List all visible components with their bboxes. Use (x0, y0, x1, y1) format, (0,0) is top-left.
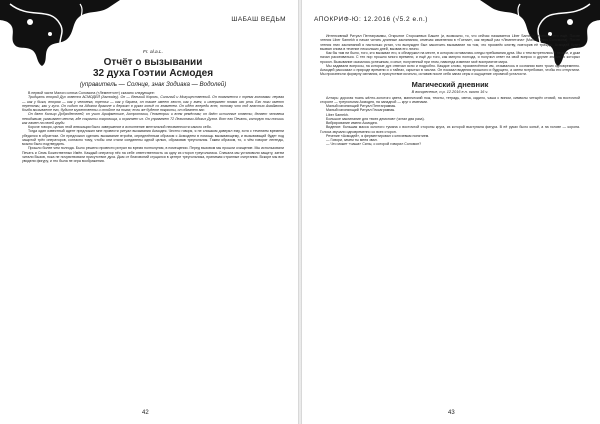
running-head: АПОКРИФ-Ю: 12.2016 (√5.2 e.n.) (314, 16, 428, 23)
diary-paragraph: Алтарь: дорогая ткань жёлто-золотого цвета, магический нож, тексты, тетрадь, свеча, кадило, чаша с вином, символы четырёх стихий, на восточной стороне — треугольник Асмодея, на западной — круг с именами. (320, 95, 580, 104)
left-page (0, 0, 298, 424)
quote-paragraph: Тридцать второй Дух зовется АСМОДЕЙ (Asmoday). Он — Великий Король, Сильный и Могущественный. Он появляется с тремя головами: первая — как у быка, вторая — как у человека, третья — как у барана, он также имеет хвост, как у змея, и извергает пламя изо рта. Его ноги имеют перепонки, как у гуся. Он сидит на Адском драконе и держит в руках копьё со знаменем. Он идёт впереди всех, потому что под властью Амаймона. Когда вызываете его, будьте мужественны и стойте на ногах; если же будете покрыты, он обманет вас. (22, 95, 284, 112)
author-byline: Fr. al.a.L. (142, 50, 164, 55)
paragraph: В первой части Малого ключа Соломона («Лемегетон») сказано следующее: (28, 91, 155, 95)
diary-date: В воскресенье, п.р. 12.2016 е.н. около 16 ч. (411, 89, 489, 94)
article-title (22, 57, 284, 79)
page-number: 42 (142, 410, 149, 416)
title-line: 32 духа Гоэтии Асмодея (92, 68, 214, 79)
article (22, 50, 284, 163)
diary-paragraph: Вибрирование имени Асмодея. (326, 121, 378, 125)
title-line: Отчёт о вызывании (103, 57, 203, 68)
section-heading: Магический дневник (411, 79, 489, 89)
quote-paragraph: Он дает Кольцо Добродетелей; он учит Арифметике, Астрономии, Геометрии и всем ремёслам; он даёт истинные ответы; делает человека невидимым; указывает места, где сокрыты сокровища, и охраняет их. Он управляет 72 Легионами Адских Духов. Вот его Печать, которую ты носишь как ламен на своей груди. (22, 112, 284, 125)
diary-paragraph: Liber Samekh. (326, 112, 349, 117)
paragraph: Тогда один известный адепт предложил мне провести ритуал вызывания Асмодея. Честно говоря, я не слишком доверял ему, хотя с течением времени убедился в обратном. Он предложил сделать вызывание втроём, определённым образом с Асмодеем в помощь вызывающему, и вызывающий будет под защитой трёх операторов, согласно тому, чтобы они стали соединены одной целью, образовав треугольник. Таким образом, то, о чём говорят легенды, можно было подтвердить. (22, 129, 284, 146)
paragraph: Мы задавали вопросы, на которые дух отвечал ясно и подробно. Каждое слово, произнесённое им, отзывалось в сознании всех троих одновременно. Асмодей рассказал о природе времени и о тайнах, скрытых в числах. Он показал видения прошлого и будущего, а затем потребовал, чтобы его отпустили. Мы произнесли формулу изгнания, и присутствие исчезло, оставив после себя запах серы и ощущение огромной усталости. (320, 63, 580, 77)
article-continued (320, 34, 580, 147)
paragraph: Как бы там ни было, того, кто вызывал его, я обнаружил на месте, в котором оставались следы пребывания духа. Мы с тем встретились у печати, и дым начал рассеиваться. С тех пор прошло много времени, и ещё до того, как минуло полгода, я получил ответ на свой вопрос и другие знания, о которых просил. Вызывание оказалось успешным, и опыт, полученный при этом, навсегда изменил моё восприятие мира. (320, 51, 580, 64)
diary-paragraph: — Что может «чаша» Силы, о которой говорил Соломон? (326, 142, 422, 147)
paragraph: Прошло более чем полгода. Было решено провести ритуал во время полнолуния, в помещении. Перед вызовом мы прошли очищение. Мы использовали Печать и Семь Божественных Имён. Каждый оператор нёс на себе ответственность за одну из сторон треугольника. Сначала мы установили защиту, затем читали Вызов, пока не почувствовали присутствие духа. Дым от благовоний сгущался в центре треугольника, принимая странные очертания. Вскоре мы все увидели фигуру, и это была не игра воображения. (22, 146, 284, 163)
paragraph: Короче говоря, целью этой инвокации было завершение и исполнение ментальной неизменности самого себя. (28, 125, 212, 129)
article-subtitle: (управитель — Солнце, знак Зодиака — Водолей) (79, 81, 227, 88)
diary-paragraph: Видение: большая масса золотого тумана с восточной стороны круга, из которой выступала фигура. В её руках было копьё, а на голове — корона. Голоса звучали одновременно со всех сторон. (320, 125, 580, 134)
right-page (302, 0, 600, 424)
diary-paragraph: — Говори, зачем ты меня звал. (326, 138, 378, 142)
running-head: ШАБАШ ВЕДЬМ (231, 16, 286, 23)
diary-paragraph: Речение «Асмодей», я ферментировал с ключевым понятием. (326, 133, 430, 138)
diary-paragraph: Малый изгоняющий Ритуал Гексаграммы. (326, 108, 396, 113)
diary-paragraph: Большое заклинание для «всех демонов» (читал два раза). (326, 116, 425, 121)
paragraph: Интенсивный Ритуал Пентаграммы, Открытие Сторожевых Башен (и, возможно, то, что сейчас называется Liber Samekh) и много чего ещё. После чтения Liber Samekh я начал читать длинные заклинания, отмечая изменения в «Гоэтии», как первый раз «Лемегетона» (Малый ключ Соломона). После чтения этих заклинаний я настолько устал, что вынужден был закончить вызывание на том, что произнёс клятву, повторив её трижды. Асмодей будет вызван снова в течение нескольких дней, вызвав его лично. (320, 34, 580, 51)
diary-paragraph: Малый изгоняющий Ритуал Пентаграммы. (326, 104, 397, 108)
page-number: 43 (448, 410, 455, 416)
